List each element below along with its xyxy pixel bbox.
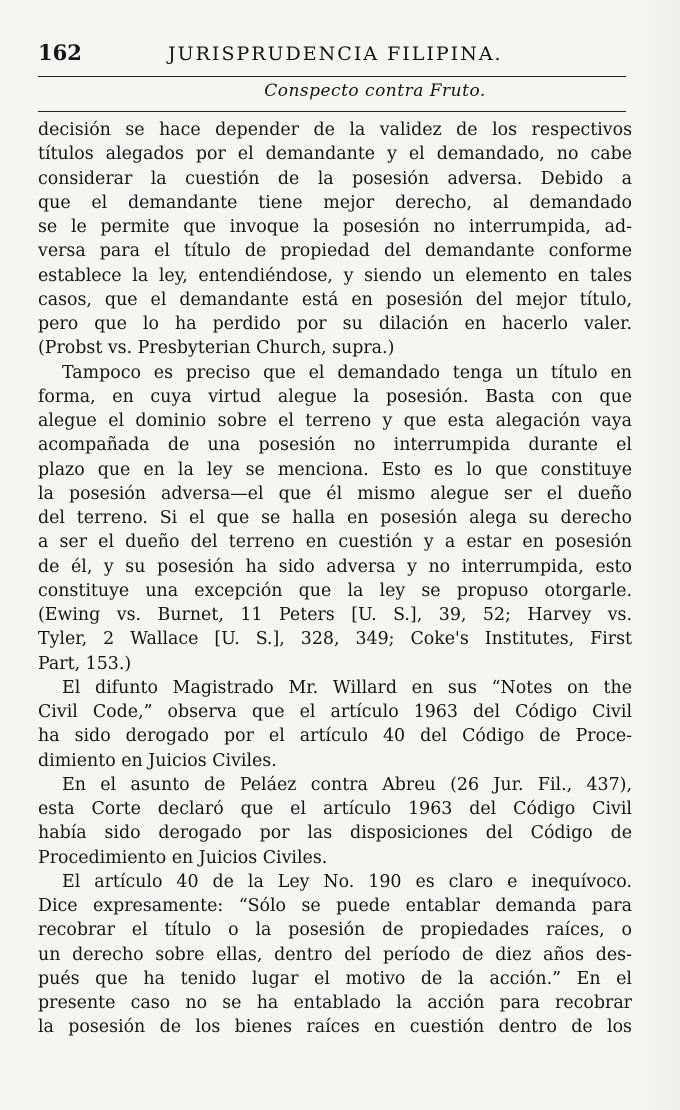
text-line: presente caso no se ha entablado la acción para recobrar	[38, 993, 632, 1013]
text-line: pero que lo ha perdido por su dilación en hacerlo valer.	[38, 314, 632, 334]
page-edge-shadow	[640, 0, 680, 1110]
body-text	[38, 118, 632, 1040]
text-line: la posesión adversa—el que él mismo alegue ser el dueño	[38, 483, 632, 504]
text-line: se le permite que invoque la posesión no interrumpida, ad-	[38, 217, 632, 237]
text-line: El difunto Magistrado Mr. Willard en sus “Notes on the	[62, 677, 632, 698]
text-line: títulos alegados por el demandante y el demandado, no cabe	[38, 144, 632, 165]
text-line: forma, en cuya virtud alegue la posesión. Basta con que	[38, 386, 632, 407]
text-line: un derecho sobre ellas, dentro del período de diez años des-	[38, 944, 632, 965]
text-line: que el demandante tiene mejor derecho, al demandado	[38, 192, 632, 213]
text-line: la posesión de los bienes raíces en cuestión dentro de los	[38, 1017, 632, 1038]
text-line: ha sido derogado por el artículo 40 del Código de Proce-	[38, 726, 632, 747]
section-rule	[38, 111, 626, 112]
text-line: (Ewing vs. Burnet, 11 Peters [U. S.], 39, 52; Harvey vs.	[38, 605, 632, 625]
text-line: había sido derogado por las disposiciones del Código de	[38, 823, 632, 844]
text-line: (Probst vs. Presbyterian Church, supra.)	[38, 338, 395, 359]
text-line: de él, y su posesión ha sido adversa y no interrumpida, esto	[38, 556, 632, 577]
text-line: Tyler, 2 Wallace [U. S.], 328, 349; Coke's Institutes, First	[38, 629, 632, 650]
text-line: dimiento en Juicios Civiles.	[38, 750, 277, 771]
journal-title: JURISPRUDENCIA FILIPINA.	[168, 43, 503, 65]
text-line: esta Corte declaró que el artículo 1963 del Código Civil	[38, 799, 632, 819]
text-line: Dice expresamente: “Sólo se puede entablar demanda para	[38, 896, 632, 916]
header-rule	[38, 76, 626, 77]
text-line: Civil Code,” observa que el artículo 1963 del Código Civil	[38, 702, 632, 722]
text-line: considerar la cuestión de la posesión adversa. Debido a	[38, 168, 632, 189]
text-line: acompañada de una posesión no interrumpida durante el	[38, 435, 632, 456]
section-title: Conspecto contra Fruto.	[264, 81, 486, 101]
text-line: decisión se hace depender de la validez de los respectivos	[38, 120, 632, 140]
text-line: plazo que en la ley se menciona. Esto es lo que constituye	[38, 459, 632, 480]
text-line: casos, que el demandante está en posesión del mejor título,	[38, 289, 632, 310]
text-line: En el asunto de Peláez contra Abreu (26 Jur. Fil., 437),	[62, 774, 632, 795]
text-line: alegue el dominio sobre el terreno y que esta alegación vaya	[38, 411, 632, 431]
running-head	[38, 40, 632, 76]
text-line: constituye una excepción que la ley se propuso otorgarle.	[38, 580, 632, 601]
page-number: 162	[38, 40, 82, 65]
book-page	[38, 40, 632, 1040]
text-line: El artículo 40 de la Ley No. 190 es claro e inequívoco.	[62, 871, 632, 892]
text-line: del terreno. Si el que se halla en posesión alega su derecho	[38, 508, 632, 528]
text-line: Tampoco es preciso que el demandado tenga un título en	[62, 362, 632, 383]
text-line: pués que ha tenido lugar el motivo de la acción.” En el	[38, 968, 632, 989]
text-line: versa para el título de propiedad del demandante conforme	[38, 241, 632, 262]
text-line: Part, 153.)	[38, 653, 132, 674]
text-line: establece la ley, entendiéndose, y siendo un elemento en tales	[38, 265, 632, 286]
text-line: recobrar el título o la posesión de propiedades raíces, o	[38, 920, 632, 941]
text-line: a ser el dueño del terreno en cuestión y a estar en posesión	[38, 532, 632, 553]
text-line: Procedimiento en Juicios Civiles.	[38, 847, 328, 868]
